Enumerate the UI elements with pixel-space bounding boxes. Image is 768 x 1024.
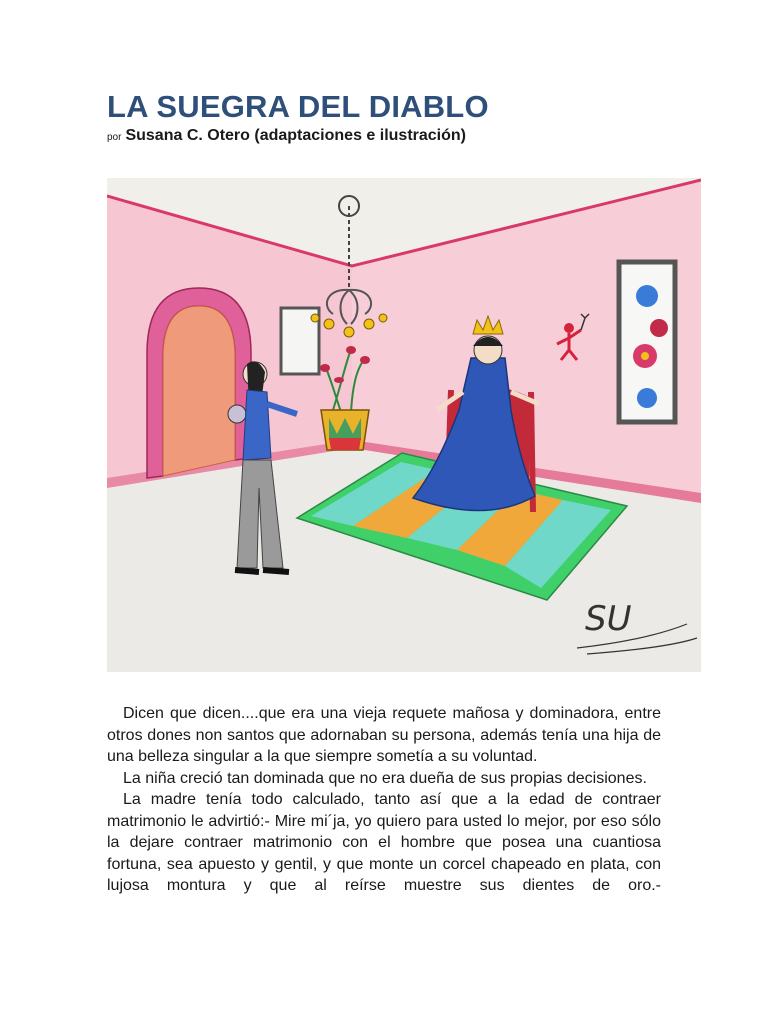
- paragraph-3: La madre tenía todo calculado, tanto así que a la edad de contraer matrimonio le advirtió:- Mire mi´ja, yo quiero para usted lo mejor, por eso sólo la dejare contraer matrimonio con el hombre que posea una cuantiosa fortuna, sea apuesto y gentil, y que monte un corcel chapeado en plata, con lujosa montura y que al reírse muestre sus dientes de oro.-: [107, 791, 661, 894]
- byline-author: Susana C. Otero (adaptaciones e ilustración): [125, 127, 466, 144]
- archway-door: [147, 288, 251, 478]
- paragraph-1: Dicen que dicen....que era una vieja requete mañosa y dominadora, entre otros dones non santos que adornaban su persona, además tenía una hija de una belleza singular a la que siempre sometía a su voluntad.: [107, 705, 661, 765]
- illustration: [107, 178, 701, 672]
- document-title: LA SUEGRA DEL DIABLO: [107, 89, 489, 124]
- wall-painting: [619, 262, 675, 422]
- byline: [107, 127, 466, 145]
- signature-text: SU: [585, 599, 632, 639]
- byline-prefix: por: [107, 132, 122, 143]
- paragraph-2: La niña creció tan dominada que no era dueña de sus propias decisiones.: [123, 769, 647, 787]
- story-text: [107, 703, 661, 897]
